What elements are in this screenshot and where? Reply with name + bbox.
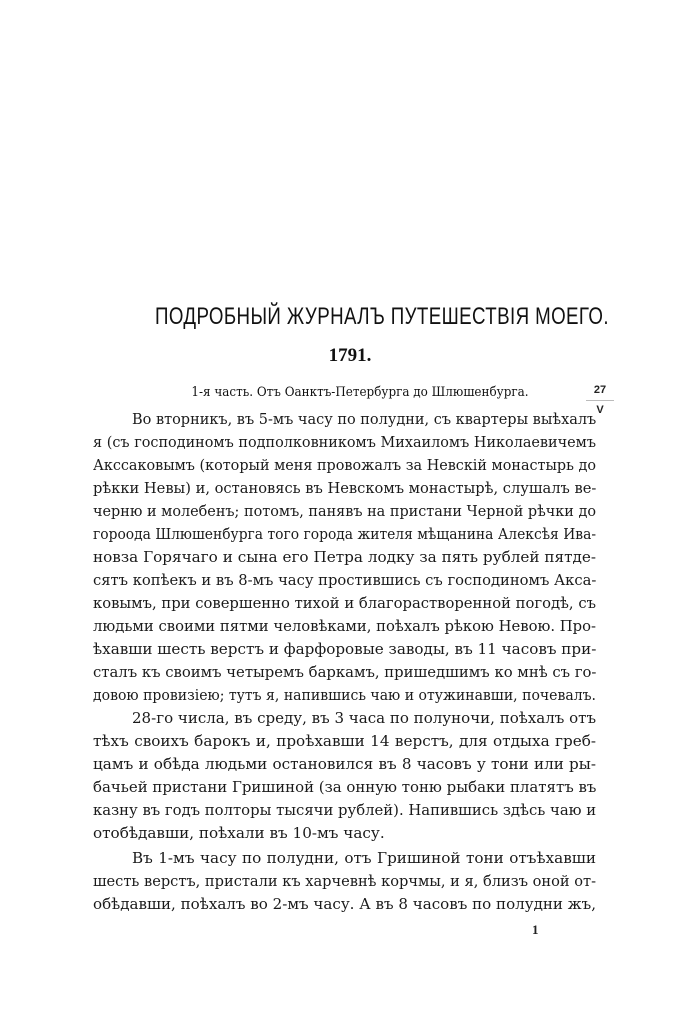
- text-line: Въ 1-мъ часу по полудни, отъ Гришиной тони отъѣхавши: [132, 849, 596, 867]
- text-line: ѣхавши шесть верстъ и фарфоровые заводы, въ 11 часовъ при-: [93, 640, 597, 658]
- text-line: отобѣдавши, поѣхали въ 10-мъ часу.: [93, 824, 385, 842]
- text-line: рѣкки Невы) и, остановясь въ Невскомъ монастырѣ, слушалъ ве-: [93, 479, 597, 497]
- document-title: ПОДРОБНЫЙ ЖУРНАЛЪ ПУТЕШЕСТВІЯ МОЕГО.: [155, 303, 609, 330]
- margin-note-divider: [586, 400, 614, 401]
- section-subtitle: 1-я часть. Отъ Оанктъ-Петербурга до Шлюшенбурга.: [191, 385, 529, 400]
- text-line: тѣхъ своихъ барокъ и, проѣхавши 14 верстъ, для отдыха греб-: [93, 732, 596, 750]
- text-line: шесть верстъ, пристали къ харчевнѣ корчмы, и я, близъ оной от-: [93, 872, 597, 890]
- text-line: цамъ и обѣда людьми остановился въ 8 часовъ у тони или ры-: [93, 755, 596, 773]
- text-line: Во вторникъ, въ 5-мъ часу по полудни, съ квартеры выѣхалъ: [132, 410, 597, 428]
- text-line: довою провизіею; тутъ я, напившись чаю и отужинавши, почевалъ.: [93, 686, 596, 704]
- text-line: гороода Шлюшенбурга того города жителя мѣщанина Алексѣя Ива-: [93, 525, 596, 543]
- text-line: новза Горячаго и сына его Петра лодку за пять рублей пятде-: [93, 548, 596, 566]
- text-line: черню и молебенъ; потомъ, панявъ на пристани Черной рѣчки до: [93, 502, 596, 520]
- text-line: я (съ господиномъ подполковникомъ Михаиломъ Николаевичемъ: [93, 433, 596, 451]
- text-line: казну въ годъ полторы тысячи рублей). Напившись здѣсь чаю и: [93, 801, 597, 819]
- margin-note-number: 27: [593, 384, 607, 396]
- text-line: людьми своими пятми человѣками, поѣхалъ рѣкою Невою. Про-: [93, 617, 596, 635]
- text-line: 28-го числа, въ среду, въ 3 часа по полуночи, поѣхалъ отъ: [132, 709, 597, 727]
- text-line: сятъ копѣекъ и въ 8-мъ часу простившись съ господиномъ Акса-: [93, 571, 597, 589]
- text-line: Акссаковымъ (который меня провожалъ за Невскій монастырь до: [93, 456, 596, 474]
- text-line: сталъ къ своимъ четыремъ баркамъ, пришедшимъ ко мнѣ съ го-: [93, 663, 597, 681]
- text-line: обѣдавши, поѣхалъ во 2-мъ часу. А въ 8 часовъ по полудни жъ,: [93, 895, 596, 913]
- text-line: ковымъ, при совершенно тихой и благорастворенной погодѣ, съ: [93, 594, 596, 612]
- text-line: бачьей пристани Гришиной (за онную тоню рыбаки платятъ въ: [93, 778, 597, 796]
- page-number: 1: [532, 922, 539, 937]
- document-year: 1791.: [328, 345, 372, 366]
- margin-note-letter: V: [596, 404, 604, 416]
